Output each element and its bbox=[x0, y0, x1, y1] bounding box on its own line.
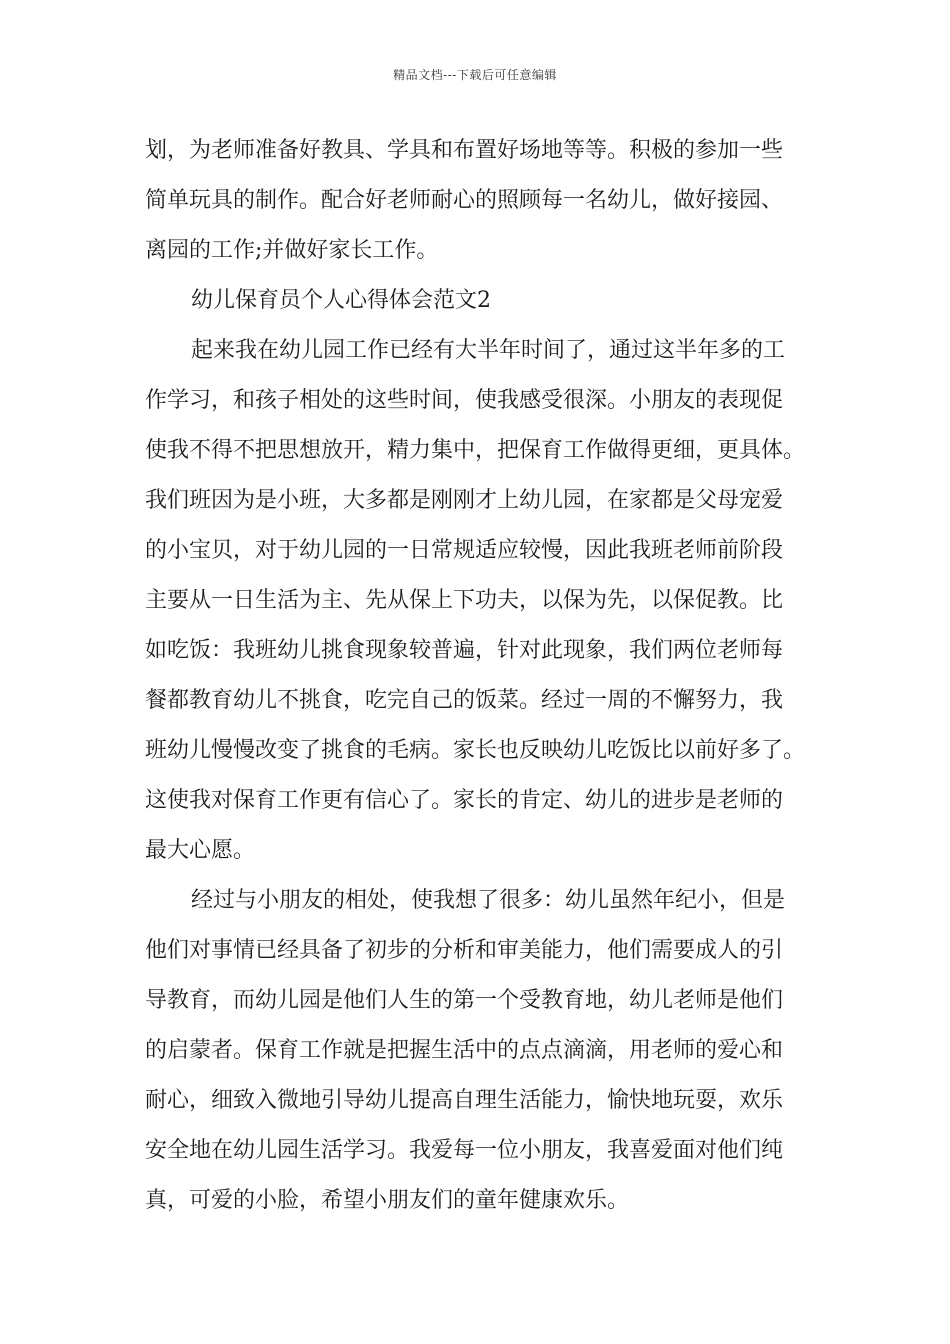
paragraph-line: 起来我在幼儿园工作已经有大半年时间了，通过这半年多的工 bbox=[191, 338, 786, 363]
paragraph-line: 离园的工作;并做好家长工作。 bbox=[145, 238, 439, 263]
paragraph-line: 这使我对保育工作更有信心了。家长的肯定、幼儿的进步是老师的 bbox=[145, 788, 784, 813]
paragraph-line: 真，可爱的小脸，希望小朋友们的童年健康欢乐。 bbox=[145, 1188, 630, 1213]
paragraph-line: 使我不得不把思想放开，精力集中，把保育工作做得更细，更具体。 bbox=[145, 438, 806, 463]
paragraph-line: 我们班因为是小班，大多都是刚刚才上幼儿园，在家都是父母宠爱 bbox=[145, 488, 784, 513]
paragraph-line: 耐心，细致入微地引导幼儿提高自理生活能力，愉快地玩耍，欢乐 bbox=[145, 1088, 784, 1113]
page-header: 精品文档---下载后可任意编辑 bbox=[393, 68, 557, 82]
paragraph-line: 主要从一日生活为主、先从保上下功夫，以保为先，以保促教。比 bbox=[145, 588, 784, 613]
paragraph-line: 简单玩具的制作。配合好老师耐心的照顾每一名幼儿，做好接园、 bbox=[145, 188, 784, 213]
paragraph-line: 如吃饭：我班幼儿挑食现象较普遍，针对此现象，我们两位老师每 bbox=[145, 638, 784, 663]
paragraph-line: 他们对事情已经具备了初步的分析和审美能力，他们需要成人的引 bbox=[145, 938, 784, 963]
paragraph-line: 划，为老师准备好教具、学具和布置好场地等等。积极的参加一些 bbox=[145, 138, 784, 163]
document-body bbox=[145, 126, 825, 1226]
paragraph-line: 的启蒙者。保育工作就是把握生活中的点点滴滴，用老师的爱心和 bbox=[145, 1038, 784, 1063]
paragraph-line: 的小宝贝，对于幼儿园的一日常规适应较慢，因此我班老师前阶段 bbox=[145, 538, 784, 563]
paragraph-line: 餐都教育幼儿不挑食，吃完自己的饭菜。经过一周的不懈努力，我 bbox=[145, 688, 784, 713]
paragraph-line: 作学习，和孩子相处的这些时间，使我感受很深。小朋友的表现促 bbox=[145, 388, 784, 413]
paragraph-line: 经过与小朋友的相处，使我想了很多：幼儿虽然年纪小，但是 bbox=[191, 888, 786, 913]
paragraph-line: 最大心愿。 bbox=[145, 838, 256, 863]
paragraph-line: 安全地在幼儿园生活学习。我爱每一位小朋友，我喜爱面对他们纯 bbox=[145, 1138, 784, 1163]
section-heading: 幼儿保育员个人心得体会范文2 bbox=[191, 288, 491, 313]
paragraph-line: 导教育，而幼儿园是他们人生的第一个受教育地，幼儿老师是他们 bbox=[145, 988, 784, 1013]
paragraph-line: 班幼儿慢慢改变了挑食的毛病。家长也反映幼儿吃饭比以前好多了。 bbox=[145, 738, 806, 763]
